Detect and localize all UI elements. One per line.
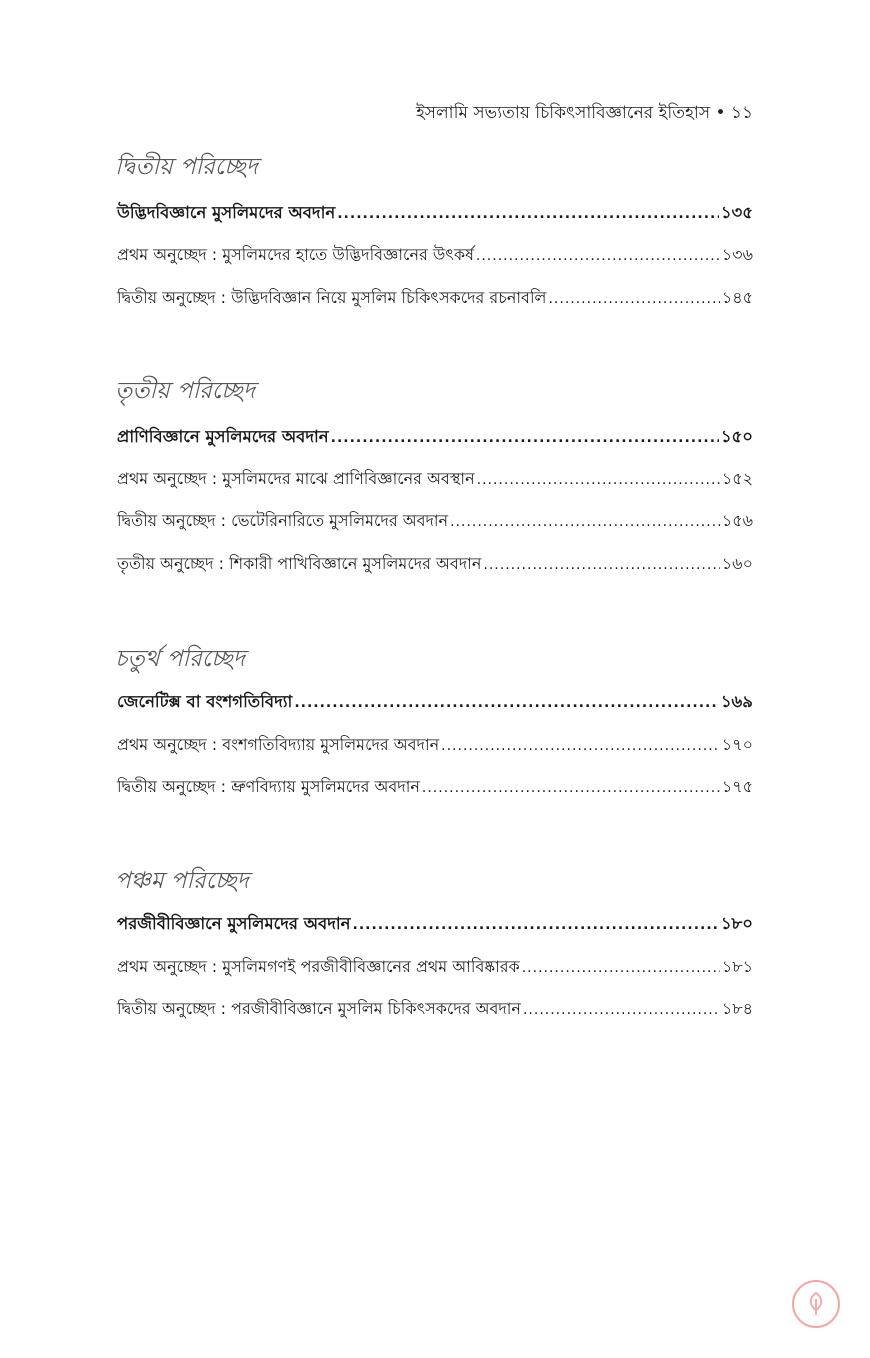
toc-page-number: ১৭৫ [721, 777, 753, 796]
toc-chapter-row[interactable] [117, 200, 753, 228]
toc-entry-title: উদ্ভিদবিজ্ঞানে মুসলিমদের অবদান [117, 203, 336, 222]
dot-leader [476, 248, 720, 264]
toc-chapter-row[interactable] [117, 424, 753, 452]
toc-subsection-row[interactable] [117, 954, 753, 982]
dot-leader [331, 430, 719, 446]
toc-page-number: ১৫০ [720, 427, 753, 446]
dot-leader [422, 780, 720, 796]
toc-entry-title: প্রথম অনুচ্ছেদ : মুসলিমদের মাঝে প্রাণিবিজ্ঞানের অবস্থান [117, 469, 475, 488]
toc-page-number: ১৩৫ [720, 203, 753, 222]
toc-subsection-row[interactable] [117, 508, 753, 536]
toc-page-number: ১৩৬ [721, 245, 753, 264]
dot-leader [450, 514, 720, 530]
dot-leader [523, 1002, 720, 1018]
toc-page-number: ১৮৪ [721, 999, 753, 1018]
toc-subsection-row[interactable] [117, 242, 753, 270]
toc-page-number: ১৪৫ [721, 288, 753, 307]
toc-entry-title: পরজীবীবিজ্ঞানে মুসলিমদের অবদান [117, 914, 351, 933]
toc-subsection-row[interactable] [117, 774, 753, 802]
dot-leader [548, 291, 719, 307]
dot-leader [441, 738, 720, 754]
toc-subsection-row[interactable] [117, 732, 753, 760]
dot-leader [483, 557, 719, 573]
toc-subsection-row[interactable] [117, 466, 753, 494]
toc-page-number: ১৫২ [721, 469, 753, 488]
toc-entry-title: প্রথম অনুচ্ছেদ : বংশগতিবিদ্যায় মুসলিমদের অবদান [117, 735, 440, 754]
toc-entry-title: প্রথম অনুচ্ছেদ : মুসলিমদের হাতে উদ্ভিদবিজ্ঞানের উৎকর্ষ [117, 245, 474, 264]
dot-leader [477, 472, 720, 488]
toc-page-number: ১৫৬ [721, 511, 753, 530]
toc-page-number: ১৬৯ [720, 692, 753, 711]
toc-entry-title: দ্বিতীয় অনুচ্ছেদ : ভ্রুণবিদ্যায় মুসলিমদের অবদান [117, 777, 420, 796]
section-heading: পঞ্চম পরিচ্ছেদ [115, 868, 249, 894]
toc-entry-title: জেনেটিক্স বা বংশগতিবিদ্যা [117, 692, 293, 711]
publisher-seal-icon [792, 1280, 840, 1328]
toc-page-number: ১৬০ [721, 554, 753, 573]
toc-subsection-row[interactable] [117, 996, 753, 1024]
toc-page-number: ১৮০ [720, 914, 753, 933]
toc-entry-title: দ্বিতীয় অনুচ্ছেদ : পরজীবীবিজ্ঞানে মুসলিম চিকিৎসকদের অবদান [117, 999, 521, 1018]
toc-entry-title: দ্বিতীয় অনুচ্ছেদ : উদ্ভিদবিজ্ঞান নিয়ে মুসলিম চিকিৎসকদের রচনাবলি [117, 288, 547, 307]
section-heading: দ্বিতীয় পরিচ্ছেদ [115, 154, 258, 180]
dot-leader [353, 917, 719, 933]
dot-leader [522, 960, 720, 976]
toc-entry-title: প্রথম অনুচ্ছেদ : মুসলিমগণই পরজীবীবিজ্ঞানের প্রথম আবিষ্কারক [117, 957, 520, 976]
toc-entry-title: তৃতীয় অনুচ্ছেদ : শিকারী পাখিবিজ্ঞানে মুসলিমদের অবদান [117, 554, 482, 573]
dot-leader [294, 695, 719, 711]
toc-chapter-row[interactable] [117, 689, 753, 717]
toc-subsection-row[interactable] [117, 551, 753, 579]
toc-subsection-row[interactable] [117, 285, 753, 313]
toc-entry-title: প্রাণিবিজ্ঞানে মুসলিমদের অবদান [117, 427, 329, 446]
toc-chapter-row[interactable] [117, 911, 753, 939]
running-head: ইসলামি সভ্যতায় চিকিৎসাবিজ্ঞানের ইতিহাস • ১১ [415, 103, 753, 123]
section-heading: তৃতীয় পরিচ্ছেদ [115, 378, 255, 404]
toc-page-number: ১৭০ [721, 735, 753, 754]
toc-page-number: ১৮১ [721, 957, 753, 976]
dot-leader [337, 206, 719, 222]
toc-entry-title: দ্বিতীয় অনুচ্ছেদ : ভেটেরিনারিতে মুসলিমদের অবদান [117, 511, 449, 530]
section-heading: চতুর্থ পরিচ্ছেদ [115, 646, 245, 672]
